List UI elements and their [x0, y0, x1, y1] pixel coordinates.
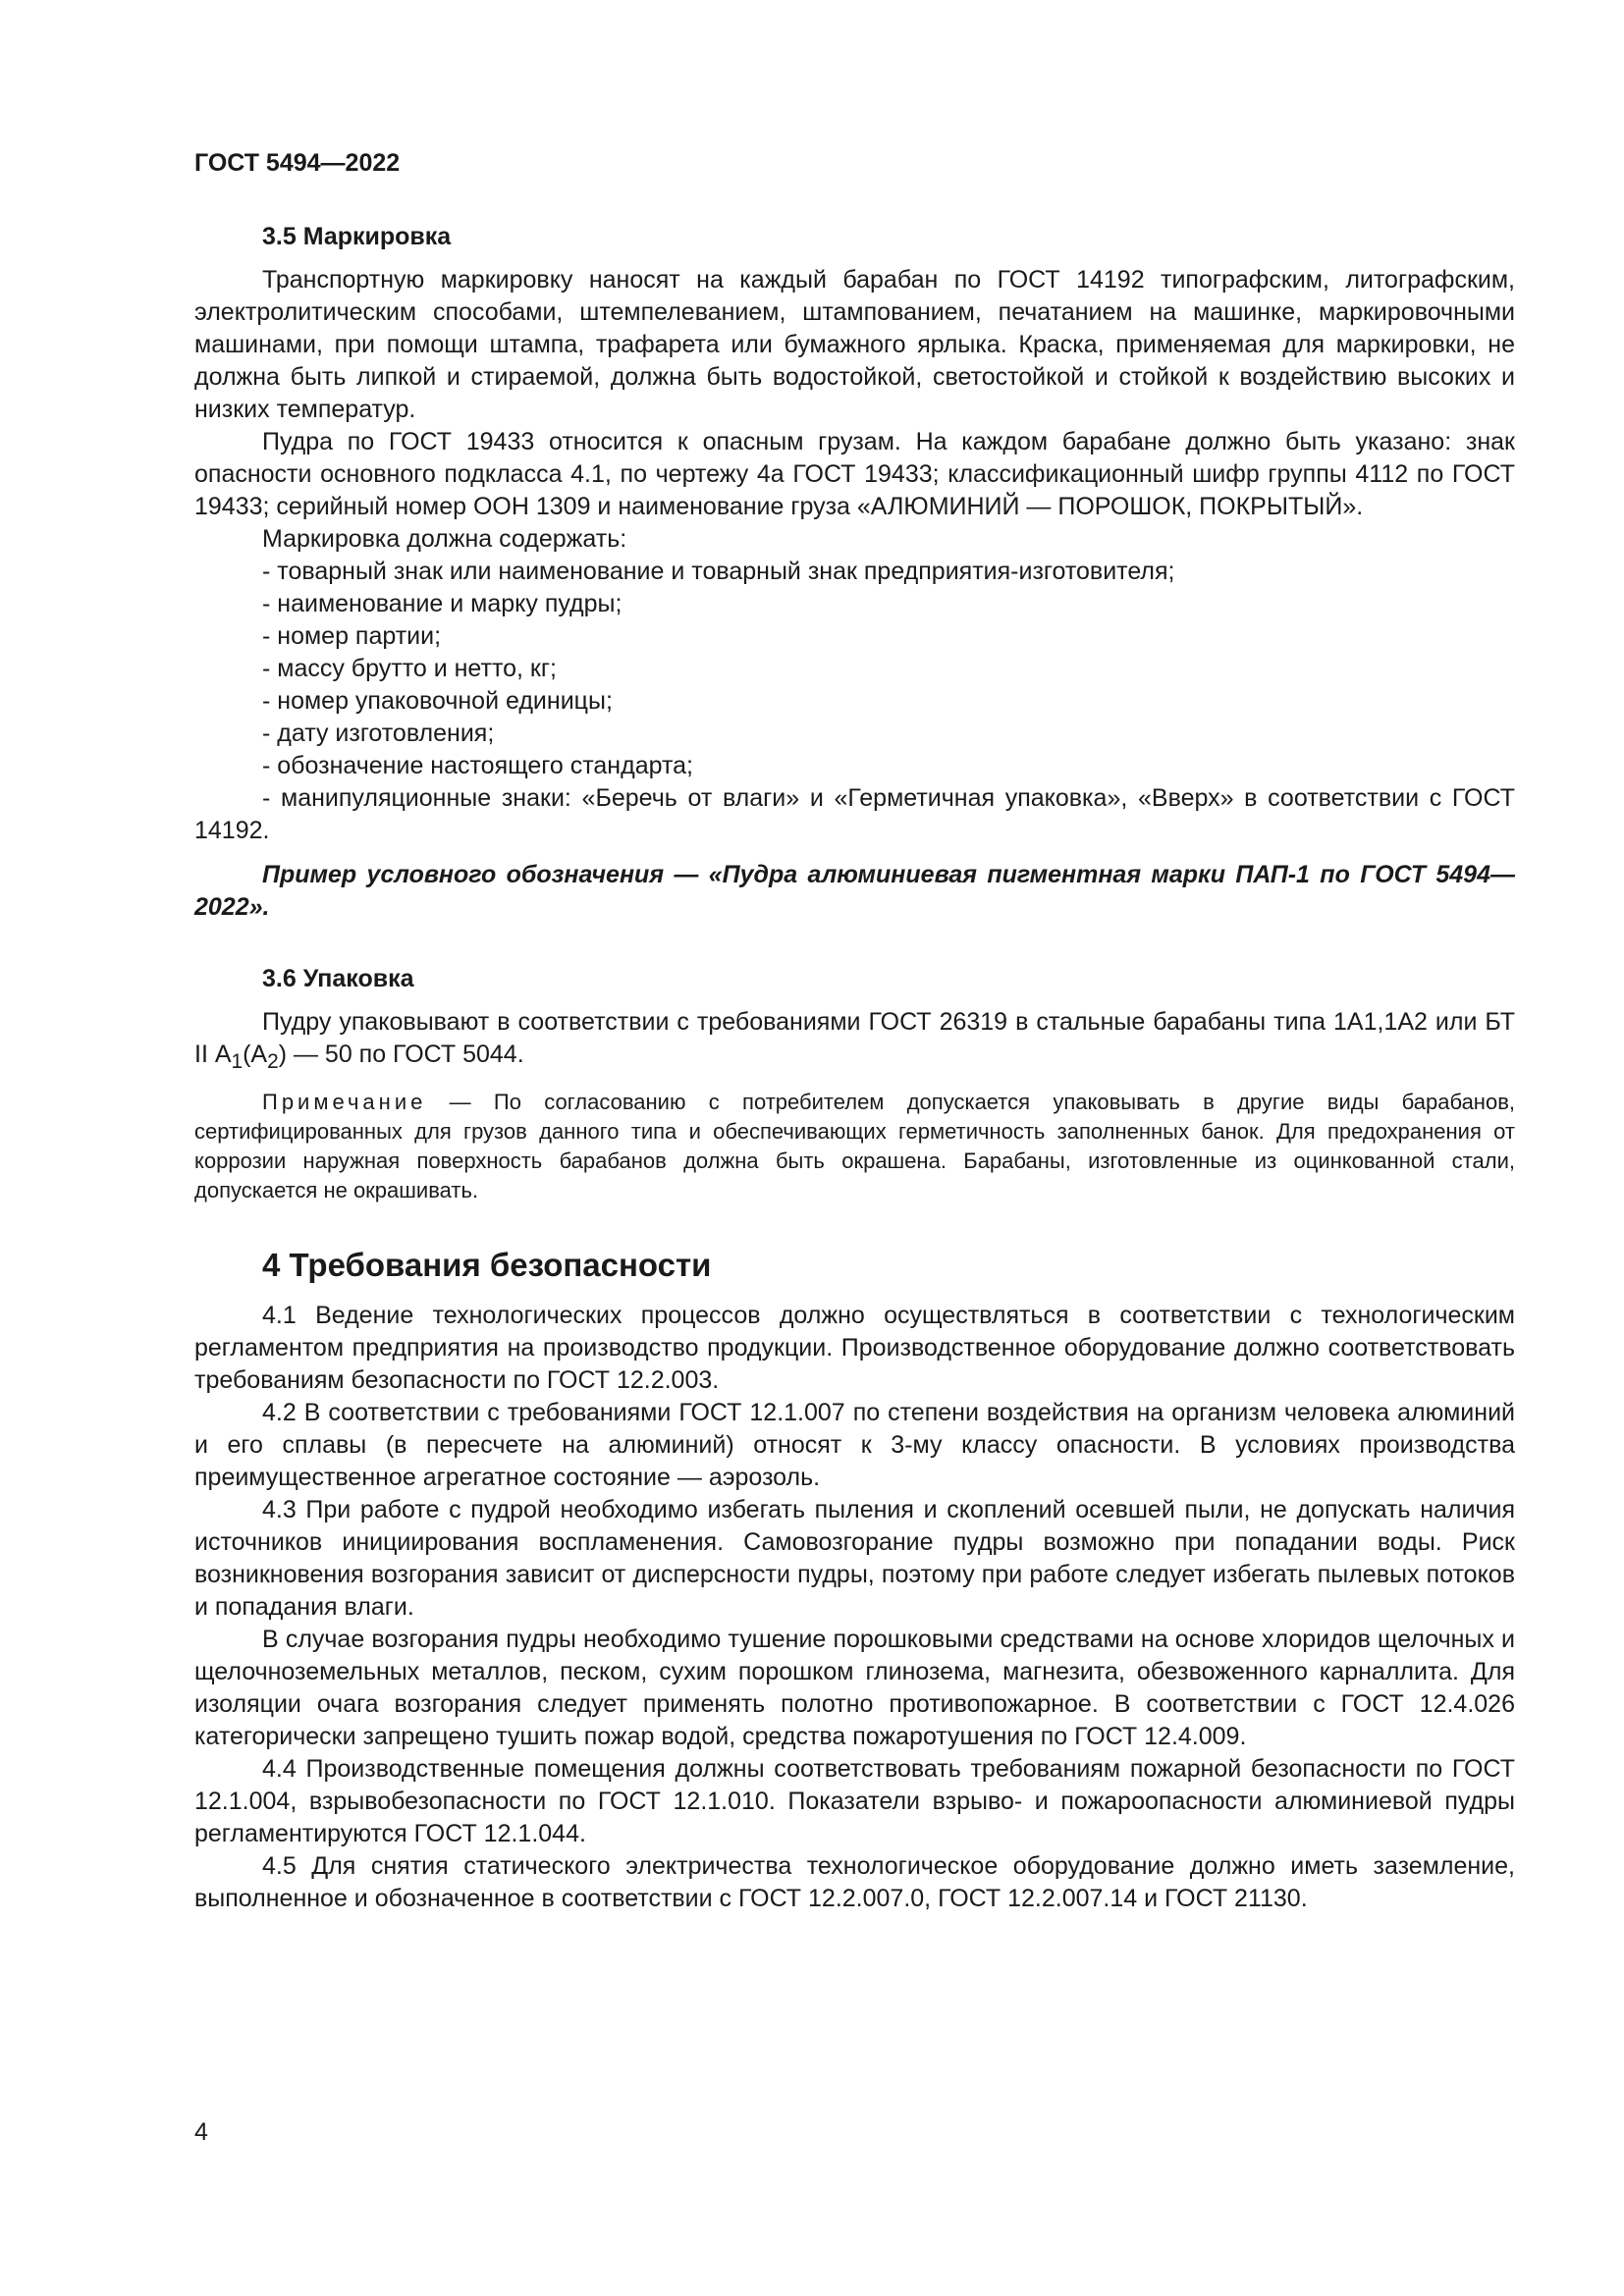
paragraph: Транспортную маркировку наносят на каждый барабан по ГОСТ 14192 типографским, литографским, электролитическим способами, штемпелеванием, штампованием, печатанием на машинке, маркировочными машинами, при помощи штампа, трафарета или бумажного ярлыка. Краска, применяемая для маркировки, не должна быть липкой и стираемой, должна быть водостойкой, светостойкой и стойкой к воздействию высоких и низких температур.	[194, 266, 1515, 423]
page-number: 4	[194, 2118, 208, 2146]
list-item: - наименование и марку пудры;	[262, 590, 623, 617]
paragraph: Маркировка должна содержать:	[262, 525, 627, 553]
note-text: — По согласованию с потребителем допускается упаковывать в другие виды барабанов, сертифицированных для грузов данного типа и обеспечивающих герметичность заполненных банок. Для предохранения от коррозии наружная поверхность барабанов должна быть окрашена. Барабаны, изготовленные из оцинкованной стали, допускается не окрашивать.	[194, 1090, 1515, 1202]
paragraph: 4.3 При работе с пудрой необходимо избегать пыления и скоплений осевшей пыли, не допускать наличия источников инициирования воспламенения. Самовозгорание пудры возможно при попадании воды. Риск возникновения возгорания зависит от дисперсности пудры, поэтому при работе следует избегать пылевых потоков и попадания влаги.	[194, 1496, 1515, 1621]
list-item: - обозначение настоящего стандарта;	[262, 752, 693, 779]
document-header: ГОСТ 5494—2022	[194, 149, 401, 177]
list-item: - товарный знак или наименование и товарный знак предприятия-изготовителя;	[262, 558, 1175, 585]
paragraph: 4.4 Производственные помещения должны соответствовать требованиям пожарной безопасности по ГОСТ 12.1.004, взрывобезопасности по ГОСТ 12.1.010. Показатели взрыво- и пожароопасности алюминиевой пудры регламентируются ГОСТ 12.1.044.	[194, 1755, 1515, 1847]
paragraph: 4.1 Ведение технологических процессов должно осуществляться в соответствии с технологическим регламентом предприятия на производство продукции. Производственное оборудование должно соответствовать требованиям безопасности по ГОСТ 12.2.003.	[194, 1302, 1515, 1394]
paragraph: 4.2 В соответствии с требованиями ГОСТ 12.1.007 по степени воздействия на организм человека алюминий и его сплавы (в пересчете на алюминий) относят к 3-му классу опасности. В условиях производства преимущественное агрегатное состояние — аэрозоль.	[194, 1399, 1515, 1491]
paragraph: 4.5 Для снятия статического электричества технологическое оборудование должно иметь заземление, выполненное и обозначенное в соответствии с ГОСТ 12.2.007.0, ГОСТ 12.2.007.14 и ГОСТ 21130.	[194, 1852, 1515, 1912]
list-item: - манипуляционные знаки: «Беречь от влаги» и «Герметичная упаковка», «Вверх» в соответствии с ГОСТ 14192.	[194, 784, 1515, 844]
list-item: - дату изготовления;	[262, 720, 495, 747]
section-4-title: 4 Требования безопасности	[262, 1247, 712, 1283]
paragraph: Пудра по ГОСТ 19433 относится к опасным грузам. На каждом барабане должно быть указано: знак опасности основного подкласса 4.1, по чертежу 4а ГОСТ 19433; классификационный шифр группы 4112 по ГОСТ 19433; серийный номер ООН 1309 и наименование груза «АЛЮМИНИЙ — ПОРОШОК, ПОКРЫТЫЙ».	[194, 428, 1515, 520]
paragraph: В случае возгорания пудры необходимо тушение порошковыми средствами на основе хлоридов щелочных и щелочноземельных металлов, песком, сухим порошком глинозема, магнезита, обезвоженного карналлита. Для изоляции очага возгорания следует применять полотно противопожарное. В соответствии с ГОСТ 12.4.026 категорически запрещено тушить пожар водой, средства пожаротушения по ГОСТ 12.4.009.	[194, 1626, 1515, 1750]
document-body	[194, 221, 1515, 1915]
designation-example: Пример условного обозначения — «Пудра алюминиевая пигментная марки ПАП-1 по ГОСТ 5494—2022».	[194, 861, 1515, 921]
list-item: - массу брутто и нетто, кг;	[262, 655, 557, 682]
paragraph: Пудру упаковывают в соответствии с требованиями ГОСТ 26319 в стальные барабаны типа 1А1,1А2 или БТ II $А_1(А_2)$ — 50 по ГОСТ 5044.	[194, 1008, 1515, 1073]
list-item: - номер упаковочной единицы;	[262, 687, 613, 715]
note-label: Примечание	[262, 1090, 427, 1114]
note	[194, 1088, 1515, 1205]
section-3-5-title: 3.5 Маркировка	[262, 223, 452, 250]
section-3-6-title: 3.6 Упаковка	[262, 965, 414, 992]
list-item: - номер партии;	[262, 622, 442, 650]
